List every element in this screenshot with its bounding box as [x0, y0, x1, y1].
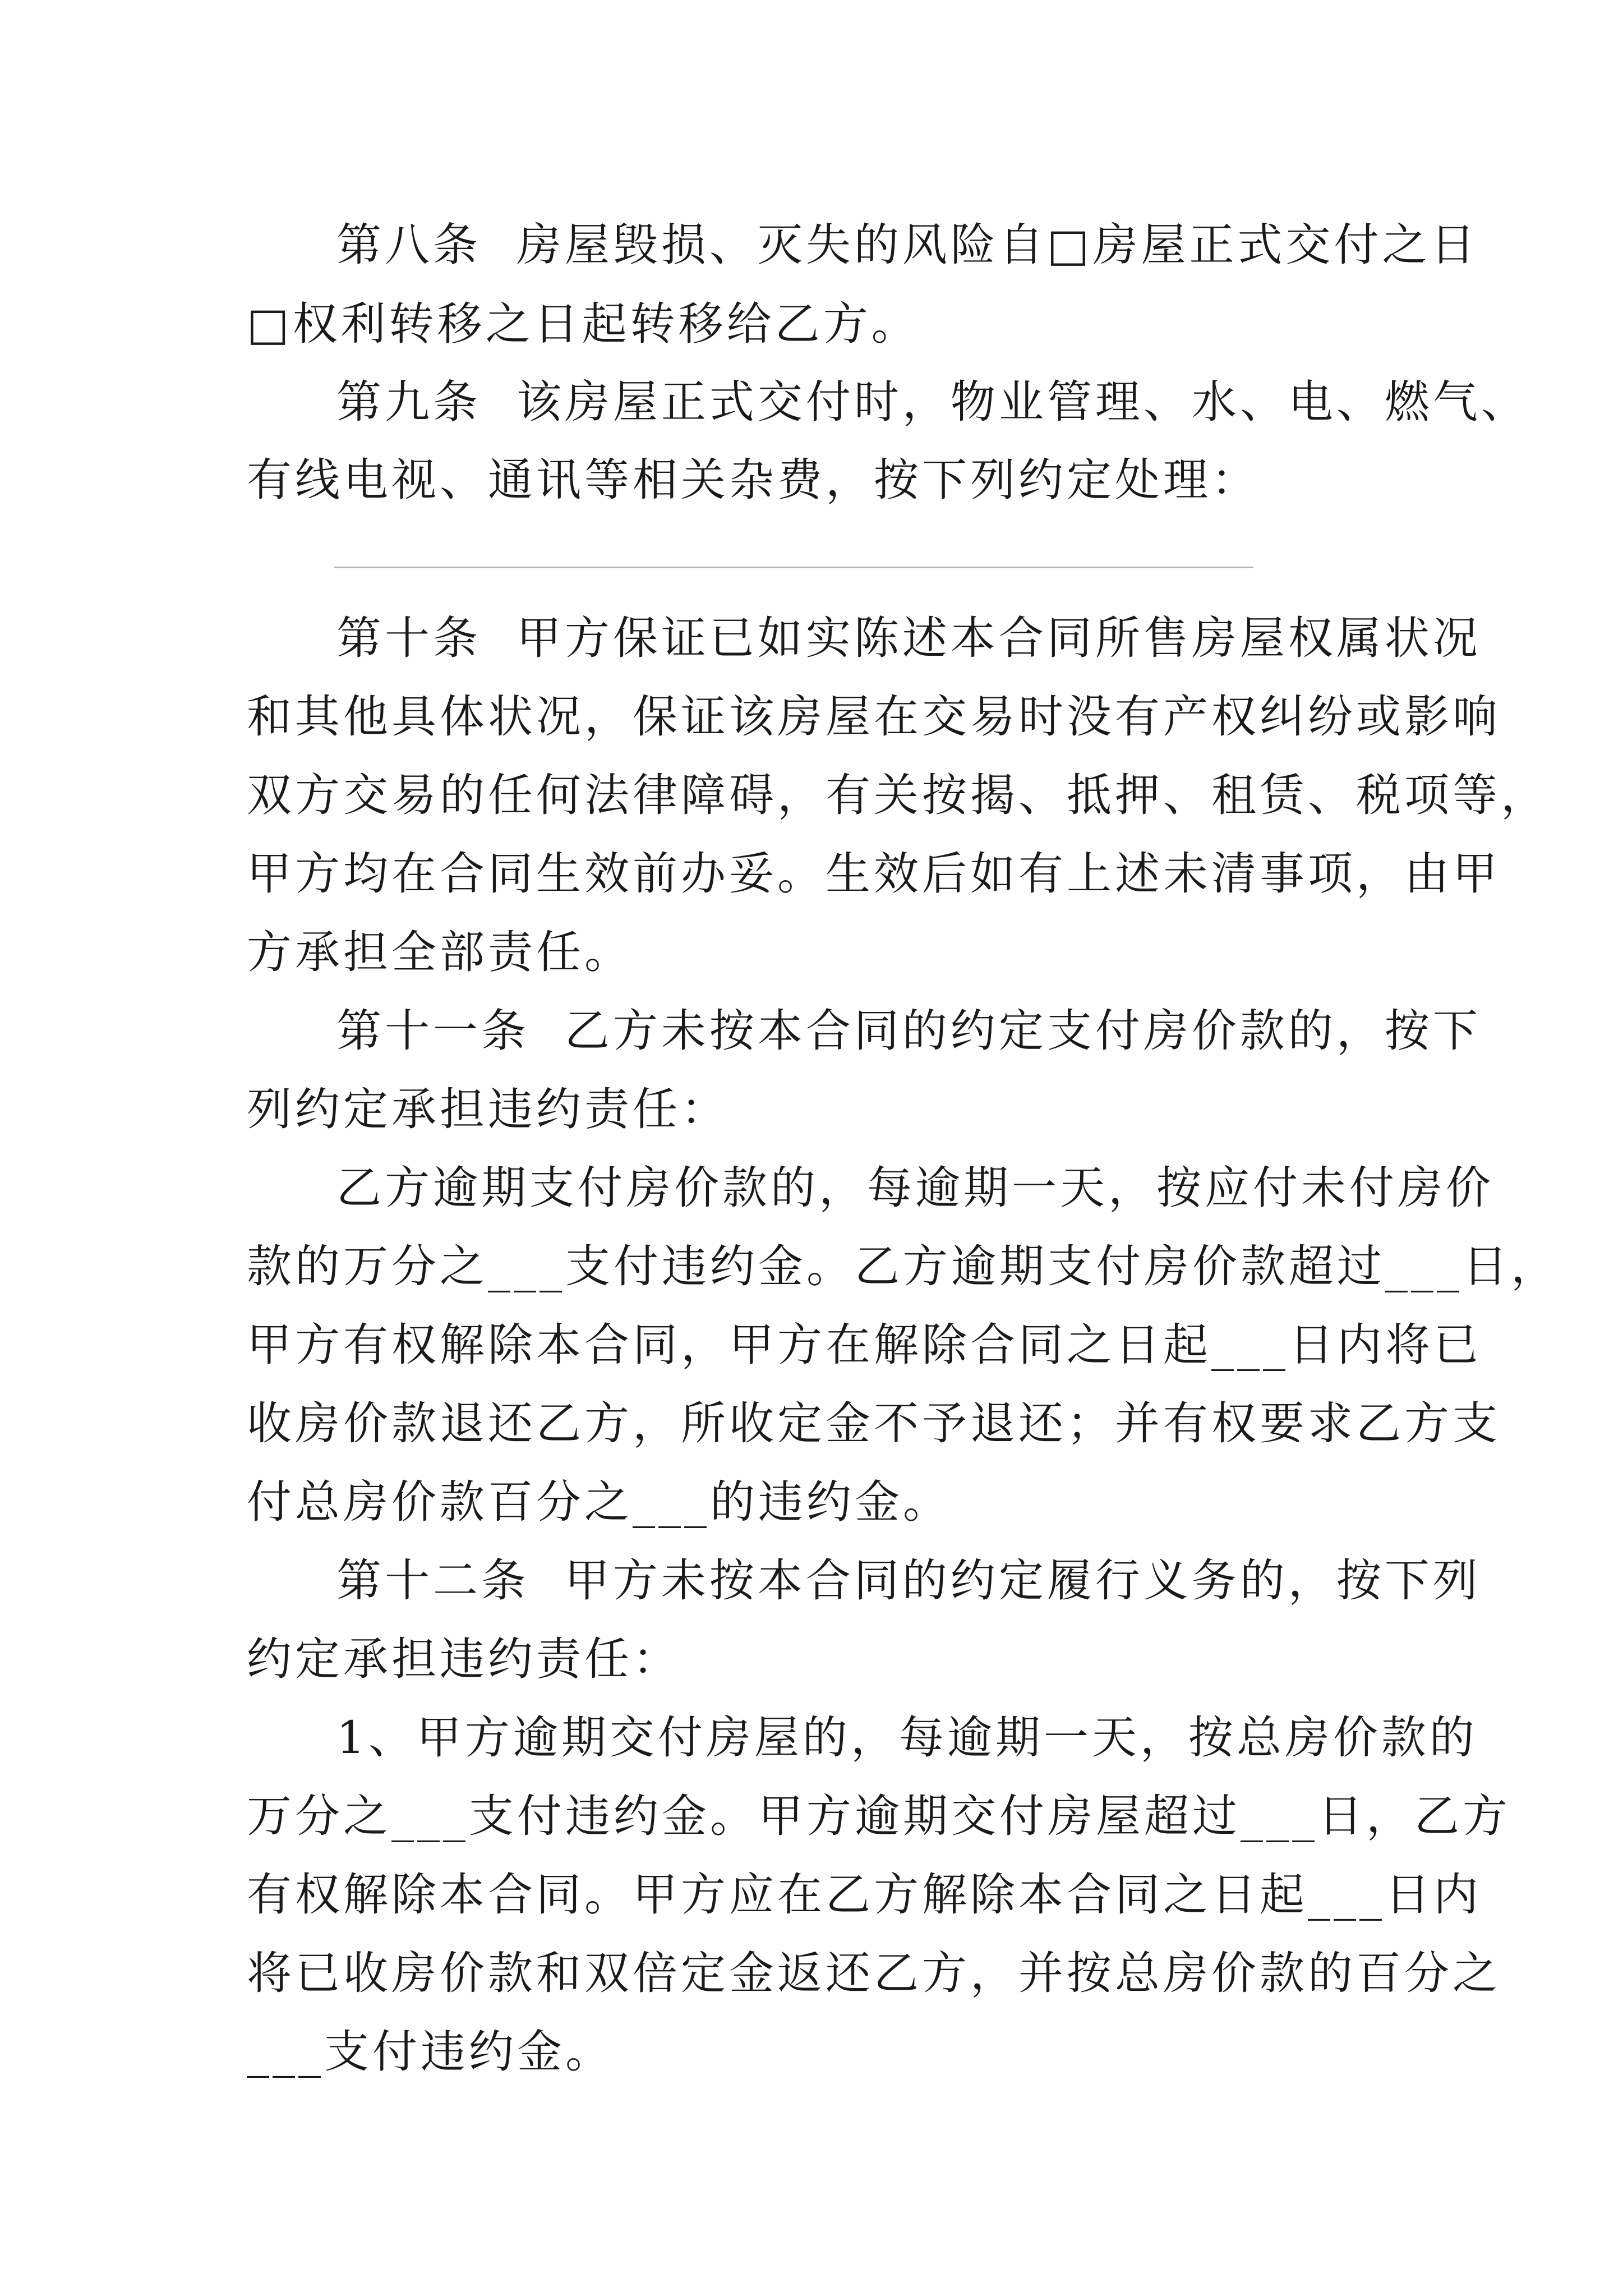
text-line: 第九条 该房屋正式交付时，物业管理、水、电、燃气、: [336, 376, 1529, 428]
text-line: □权利转移之日起转移给乙方。: [247, 298, 920, 350]
text-line: 甲方有权解除本合同，甲方在解除合同之日起___日内将已: [247, 1319, 1482, 1371]
text-line: 约定承担违约责任：: [247, 1633, 681, 1685]
text-line: 方承担全部责任。: [247, 926, 633, 978]
text-line: 款的万分之___支付违约金。乙方逾期支付房价款超过___日，: [247, 1240, 1559, 1292]
text-line: 将已收房价款和双倍定金返还乙方，并按总房价款的百分之: [247, 1947, 1501, 1999]
blank-fill-line: [334, 567, 1253, 568]
text-line: 乙方逾期支付房价款的，每逾期一天，按应付未付房价: [336, 1162, 1494, 1214]
text-line: 有权解除本合同。甲方应在乙方解除本合同之日起___日内: [247, 1869, 1482, 1921]
text-line: 有线电视、通讯等相关杂费，按下列约定处理：: [247, 454, 1260, 506]
text-line: 列约定承担违约责任：: [247, 1083, 729, 1135]
text-line: 第十条 甲方保证已如实陈述本合同所售房屋权属状况: [336, 612, 1481, 664]
text-line: 1、甲方逾期交付房屋的，每逾期一天，按总房价款的: [336, 1711, 1478, 1764]
text-line: ___支付违约金。: [247, 2026, 614, 2078]
text-line: 收房价款退还乙方，所收定金不予退还；并有权要求乙方支: [247, 1397, 1501, 1450]
text-line: 第十二条 甲方未按本合同的约定履行义务的，按下列: [336, 1554, 1481, 1607]
text-line: 和其他具体状况，保证该房屋在交易时没有产权纠纷或影响: [247, 691, 1501, 743]
text-line: 甲方均在合同生效前办妥。生效后如有上述未清事项，由甲: [247, 848, 1501, 900]
text-line: 万分之___支付违约金。甲方逾期交付房屋超过___日，乙方: [247, 1790, 1511, 1842]
text-line: 双方交易的任何法律障碍，有关按揭、抵押、租赁、税项等，: [247, 769, 1549, 821]
text-line: 付总房价款百分之___的违约金。: [247, 1476, 951, 1528]
text-line: 第八条 房屋毁损、灭失的风险自□房屋正式交付之日: [336, 219, 1479, 271]
text-line: 第十一条 乙方未按本合同的约定支付房价款的，按下: [336, 1005, 1481, 1057]
